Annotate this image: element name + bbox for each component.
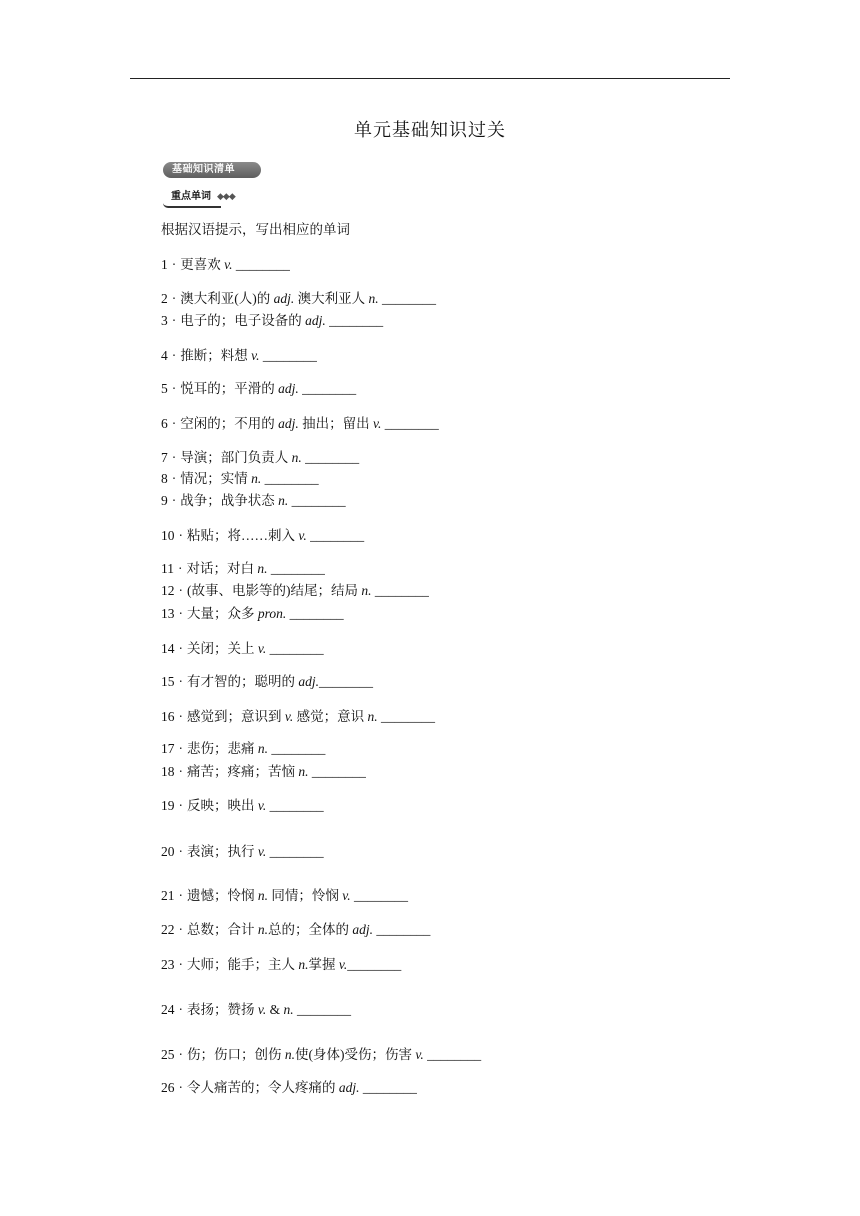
instruction-text: 根据汉语提示，写出相应的单词 [161, 222, 350, 238]
item-number: 23 [161, 957, 175, 972]
item-text: 反映；映出 v. ________ [187, 798, 324, 813]
vocab-item: 16 · 感觉到；意识到 v. 感觉；意识 n. ________ [161, 709, 435, 724]
vocab-item: 25 · 伤；伤口；创伤 n.使(身体)受伤；伤害 v. ________ [161, 1047, 482, 1062]
item-text: 关闭；关上 v. ________ [187, 641, 324, 656]
item-text: (故事、电影等的)结尾；结局 n. ________ [187, 583, 429, 598]
vocab-item: 7 · 导演；部门负责人 n. ________ [161, 450, 360, 465]
vocab-item: 8 · 情况；实情 n. ________ [161, 471, 319, 486]
item-text: 战争；战争状态 n. ________ [180, 493, 346, 508]
item-text: 大师；能手；主人 n.掌握 v.________ [187, 957, 402, 972]
item-number: 1 [161, 257, 168, 272]
item-text: 电子的；电子设备的 adj. ________ [180, 313, 384, 328]
header-rule [130, 78, 730, 79]
vocab-item: 4 · 推断；料想 v. ________ [161, 348, 317, 363]
item-number: 10 [161, 528, 175, 543]
item-text: 表演；执行 v. ________ [187, 844, 324, 859]
item-number: 2 [161, 291, 168, 306]
item-number: 18 [161, 764, 175, 779]
item-text: 推断；料想 v. ________ [180, 348, 317, 363]
vocab-item: 10 · 粘贴；将……刺入 v. ________ [161, 528, 365, 543]
item-number: 5 [161, 381, 168, 396]
item-text: 有才智的；聪明的 adj.________ [187, 674, 374, 689]
item-text: 粘贴；将……刺入 v. ________ [187, 528, 365, 543]
item-number: 9 [161, 493, 168, 508]
vocab-item: 9 · 战争；战争状态 n. ________ [161, 493, 346, 508]
item-text: 澳大利亚(人)的 adj. 澳大利亚人 n. ________ [180, 291, 437, 306]
item-number: 21 [161, 888, 175, 903]
item-text: 表扬；赞扬 v. & n. ________ [187, 1002, 352, 1017]
item-number: 11 [161, 561, 174, 576]
vocab-item: 5 · 悦耳的；平滑的 adj. ________ [161, 381, 357, 396]
page-title: 单元基础知识过关 [354, 120, 506, 140]
item-number: 17 [161, 741, 175, 756]
item-text: 更喜欢 v. ________ [180, 257, 290, 272]
vocab-item: 21 · 遗憾；怜悯 n. 同情；怜悯 v. ________ [161, 888, 408, 903]
section-badge: 基础知识清单 [163, 162, 261, 178]
vocab-item: 11 · 对话；对白 n. ________ [161, 561, 325, 576]
item-text: 悲伤；悲痛 n. ________ [187, 741, 326, 756]
diamond-dots-icon: ◆◆◆ [217, 192, 235, 202]
item-text: 令人痛苦的；令人疼痛的 adj. ________ [187, 1080, 417, 1095]
item-text: 导演；部门负责人 n. ________ [180, 450, 360, 465]
item-text: 伤；伤口；创伤 n.使(身体)受伤；伤害 v. ________ [187, 1047, 482, 1062]
badge-underline [163, 203, 221, 208]
vocab-item: 2 · 澳大利亚(人)的 adj. 澳大利亚人 n. ________ [161, 291, 437, 306]
item-number: 26 [161, 1080, 175, 1095]
subsection-badge [163, 187, 235, 205]
item-text: 空闲的；不用的 adj. 抽出；留出 v. ________ [180, 416, 439, 431]
item-number: 8 [161, 471, 168, 486]
item-number: 3 [161, 313, 168, 328]
item-number: 22 [161, 922, 175, 937]
vocab-item: 26 · 令人痛苦的；令人疼痛的 adj. ________ [161, 1080, 417, 1095]
item-number: 15 [161, 674, 175, 689]
item-number: 24 [161, 1002, 175, 1017]
item-text: 总数；合计 n.总的；全体的 adj. ________ [187, 922, 431, 937]
item-text: 悦耳的；平滑的 adj. ________ [180, 381, 357, 396]
vocab-item: 17 · 悲伤；悲痛 n. ________ [161, 741, 326, 756]
item-number: 13 [161, 606, 175, 621]
item-number: 6 [161, 416, 168, 431]
vocab-item: 15 · 有才智的；聪明的 adj.________ [161, 674, 374, 689]
item-text: 大量；众多 pron. ________ [187, 606, 344, 621]
item-number: 12 [161, 583, 175, 598]
vocab-item: 1 · 更喜欢 v. ________ [161, 257, 290, 272]
item-number: 16 [161, 709, 175, 724]
vocab-item: 14 · 关闭；关上 v. ________ [161, 641, 324, 656]
item-text: 情况；实情 n. ________ [180, 471, 319, 486]
vocab-item: 13 · 大量；众多 pron. ________ [161, 606, 344, 621]
item-number: 4 [161, 348, 168, 363]
item-number: 25 [161, 1047, 175, 1062]
item-number: 7 [161, 450, 168, 465]
vocab-item: 6 · 空闲的；不用的 adj. 抽出；留出 v. ________ [161, 416, 439, 431]
subsection-label: 重点单词 [171, 191, 211, 202]
item-text: 痛苦；疼痛；苦恼 n. ________ [187, 764, 366, 779]
vocab-item: 24 · 表扬；赞扬 v. & n. ________ [161, 1002, 352, 1017]
item-text: 遗憾；怜悯 n. 同情；怜悯 v. ________ [187, 888, 408, 903]
item-text: 感觉到；意识到 v. 感觉；意识 n. ________ [187, 709, 435, 724]
vocab-item: 18 · 痛苦；疼痛；苦恼 n. ________ [161, 764, 366, 779]
vocab-item: 12 · (故事、电影等的)结尾；结局 n. ________ [161, 583, 429, 598]
item-number: 19 [161, 798, 175, 813]
item-number: 14 [161, 641, 175, 656]
vocab-item: 23 · 大师；能手；主人 n.掌握 v.________ [161, 957, 402, 972]
vocab-item: 22 · 总数；合计 n.总的；全体的 adj. ________ [161, 922, 431, 937]
vocab-item: 3 · 电子的；电子设备的 adj. ________ [161, 313, 384, 328]
item-number: 20 [161, 844, 175, 859]
item-text: 对话；对白 n. ________ [186, 561, 325, 576]
vocab-item: 19 · 反映；映出 v. ________ [161, 798, 324, 813]
vocab-item: 20 · 表演；执行 v. ________ [161, 844, 324, 859]
